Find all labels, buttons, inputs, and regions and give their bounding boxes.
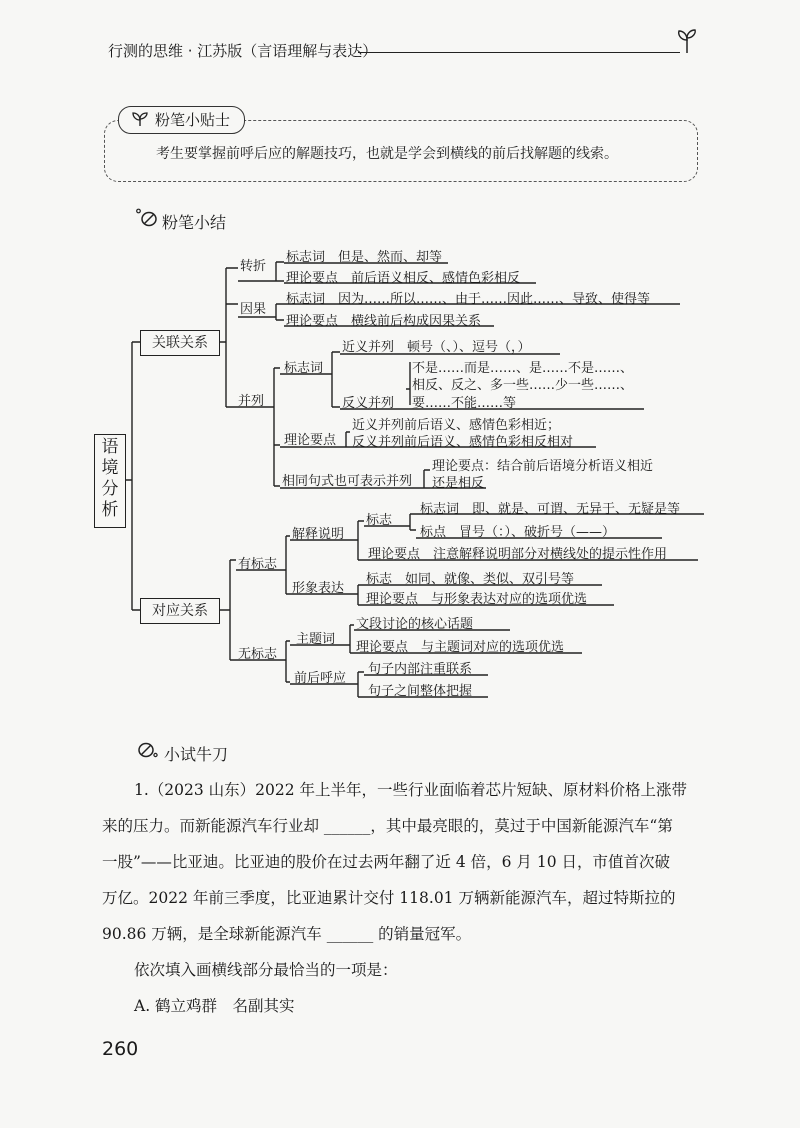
node-yinguo: 因果: [240, 302, 267, 317]
node-jieshi-ll: 理论要点 注意解释说明部分对横线处的提示性作用: [368, 547, 668, 562]
question-line: 来的压力。而新能源汽车行业却 ______，其中最亮眼的，莫过于中国新能源汽车“第: [102, 817, 673, 835]
node-duiying: 对应关系: [140, 598, 220, 624]
node-yinguo-bz: 标志词 因为……所以……、由于……因此……、导致、使得等: [286, 292, 651, 307]
option-a[interactable]: A. 鹤立鸡群 名副其实: [134, 997, 295, 1015]
node-qianhou: 前后呼应: [294, 671, 347, 686]
node-fanyi-l1: 不是……而是……、是……不是……、: [412, 361, 634, 376]
node-binglie-ll1: 近义并列前后语义、感情色彩相近；: [352, 418, 561, 433]
node-xingxiang: 形象表达: [292, 581, 345, 596]
node-fanyi-l3: 要……不能……等: [412, 396, 517, 411]
question-line: 万亿。2022 年前三季度，比亚迪累计交付 118.01 万辆新能源汽车，超过特斯拉的: [102, 889, 676, 907]
root-char: 析: [101, 500, 119, 520]
question-line: 90.86 万辆，是全球新能源汽车 ______ 的销量冠军。: [102, 925, 472, 943]
summary-title: 粉笔小结: [162, 213, 227, 232]
pencil-circle-icon: [136, 740, 158, 760]
node-jieshi: 解释说明: [292, 527, 345, 542]
node-xiangtong-ll1: 理论要点：结合前后语境分析语义相近: [432, 459, 654, 474]
node-jinyi: 近义并列 顿号（、）、逗号（，）: [342, 340, 531, 355]
node-zhuanzhe-ll: 理论要点 前后语义相反、感情色彩相反: [286, 271, 521, 286]
root-char: 境: [101, 458, 119, 478]
node-binglie: 并列: [238, 394, 265, 409]
node-zhuanzhe-bz: 标志词 但是、然而、却等: [286, 250, 443, 265]
node-zhuti-1: 文段讨论的核心话题: [356, 617, 474, 632]
node-guanlian: 关联关系: [140, 330, 220, 356]
node-jieshi-bzc: 标志词 即、就是、可谓、无异于、无疑是等: [420, 502, 681, 517]
root-char: 语: [101, 437, 119, 457]
node-binglie-ll2: 反义并列前后语义、感情色彩相反相对: [352, 435, 574, 450]
node-fanyi-label: 反义并列: [342, 396, 395, 411]
node-zhuti-2: 理论要点 与主题词对应的选项优选: [356, 640, 565, 655]
node-binglie-bzc: 标志词: [284, 361, 324, 376]
node-wubiaozhi: 无标志: [238, 647, 278, 662]
practice-title: 小试牛刀: [164, 745, 229, 764]
node-xingxiang-bz: 标志 如同、就像、类似、双引号等: [366, 572, 575, 587]
page-number: 260: [102, 1038, 139, 1060]
node-youbiaozhi: 有标志: [238, 557, 278, 572]
node-binglie-ll-label: 理论要点: [284, 433, 337, 448]
running-header: 行测的思维 · 江苏版（言语理解与表达）: [108, 42, 378, 60]
question-line: 1.（2023 山东）2022 年上半年，一些行业面临着芯片短缺、原材料价格上涨带: [134, 781, 688, 799]
node-yinguo-ll: 理论要点 横线前后构成因果关系: [286, 314, 482, 329]
node-qianhou-2: 句子之间整体把握: [368, 684, 473, 699]
question-prompt: 依次填入画横线部分最恰当的一项是：: [134, 961, 398, 979]
question-line: 一股”——比亚迪。比亚迪的股价在过去两年翻了近 4 倍，6 月 10 日，市值首次破: [102, 853, 671, 871]
node-qianhou-1: 句子内部注重联系: [368, 662, 473, 677]
node-zhuti: 主题词: [296, 632, 336, 647]
node-zhuanzhe: 转折: [240, 259, 267, 274]
node-xiangtong: 相同句式也可表示并列: [282, 474, 413, 489]
tip-text: 考生要掌握前呼后应的解题技巧，也就是学会到横线的前后找解题的线索。: [156, 146, 618, 162]
tip-label-text: 粉笔小贴士: [155, 111, 231, 129]
node-jieshi-bd: 标点 冒号（：）、破折号（——）: [420, 525, 616, 540]
node-xingxiang-ll: 理论要点 与形象表达对应的选项优选: [366, 592, 588, 607]
root-node: [94, 434, 126, 528]
root-char: 分: [101, 479, 119, 499]
node-jieshi-bz: 标志: [366, 513, 393, 528]
node-xiangtong-ll2: 还是相反: [432, 476, 485, 491]
node-fanyi-l2: 相反、反之、多一些……少一些……、: [412, 378, 634, 393]
